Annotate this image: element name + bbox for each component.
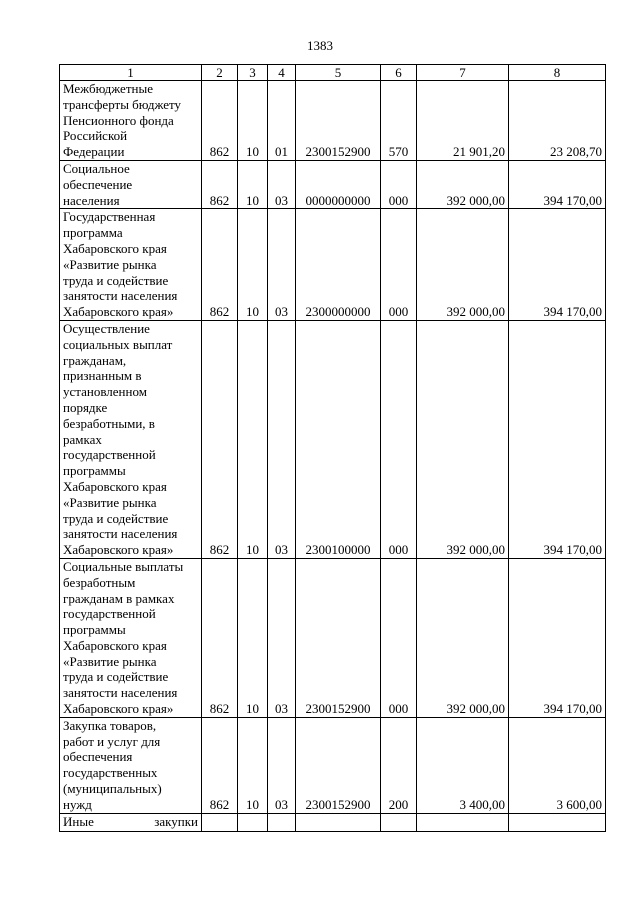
- header-cell: 3: [238, 65, 268, 81]
- amount-year1-cell: 3 400,00: [417, 717, 509, 813]
- item-name-line: государственных: [63, 765, 158, 781]
- item-name-line: «Развитие рынка: [63, 653, 157, 669]
- item-name-line: труда и содействие: [63, 510, 169, 526]
- empty-cell: [417, 813, 509, 831]
- section-cell: 10: [238, 160, 268, 208]
- amount-year2-cell: 394 170,00: [509, 320, 606, 558]
- empty-cell: [238, 813, 268, 831]
- item-name-line: Межбюджетные: [63, 81, 153, 96]
- admin-code-cell: 862: [202, 209, 238, 321]
- amount-year2-cell: 394 170,00: [509, 209, 606, 321]
- admin-code-cell: 862: [202, 717, 238, 813]
- amount-year2-cell: 394 170,00: [509, 160, 606, 208]
- table-row: [60, 81, 606, 161]
- item-name-line: Хабаровского края»: [63, 542, 174, 558]
- item-name-line: Федерации: [63, 144, 125, 160]
- item-name-line: труда и содействие: [63, 669, 169, 685]
- item-name-line: безработным: [63, 574, 136, 590]
- expense-type-cell: 000: [381, 320, 417, 558]
- admin-code-cell: 862: [202, 160, 238, 208]
- expense-type-cell: 570: [381, 81, 417, 161]
- amount-year2-cell: 394 170,00: [509, 558, 606, 717]
- item-name-line: порядке: [63, 399, 108, 415]
- table-row: [60, 558, 606, 717]
- subsection-cell: 03: [268, 717, 296, 813]
- item-name-line: (муниципальных): [63, 781, 162, 797]
- item-name-cell: [60, 558, 202, 717]
- item-name-line: Хабаровского края»: [63, 304, 174, 320]
- item-name-line: безработными, в: [63, 415, 155, 431]
- item-name-line: Государственная: [63, 209, 156, 225]
- target-article-cell: 0000000000: [296, 160, 381, 208]
- expense-type-cell: 000: [381, 558, 417, 717]
- item-name-line: Хабаровского края: [63, 240, 167, 256]
- admin-code-cell: 862: [202, 558, 238, 717]
- item-name-line: трансферты бюджету: [63, 96, 182, 112]
- item-name-line: установленном: [63, 384, 147, 400]
- target-article-cell: 2300152900: [296, 558, 381, 717]
- expense-type-cell: 000: [381, 160, 417, 208]
- item-name-line: Хабаровского края»: [63, 701, 174, 717]
- item-name-line: программы: [63, 622, 126, 638]
- target-article-cell: 2300000000: [296, 209, 381, 321]
- amount-year2-cell: 3 600,00: [509, 717, 606, 813]
- amount-year1-cell: 392 000,00: [417, 320, 509, 558]
- section-cell: 10: [238, 717, 268, 813]
- table-row-truncated: [60, 813, 606, 831]
- item-name-line: Социальное: [63, 160, 130, 176]
- item-name-line: государственной: [63, 606, 156, 622]
- section-cell: 10: [238, 558, 268, 717]
- item-name-line: признанным в: [63, 368, 142, 384]
- empty-cell: [509, 813, 606, 831]
- table-row: [60, 160, 606, 208]
- item-name-line: «Развитие рынка: [63, 256, 157, 272]
- amount-year1-cell: 21 901,20: [417, 81, 509, 161]
- header-cell: 5: [296, 65, 381, 81]
- item-name-line: населения: [63, 192, 120, 208]
- section-cell: 10: [238, 81, 268, 161]
- empty-cell: [381, 813, 417, 831]
- subsection-cell: 03: [268, 558, 296, 717]
- item-name-line: программы: [63, 463, 126, 479]
- target-article-cell: 2300152900: [296, 717, 381, 813]
- item-name-line: работ и услуг для: [63, 733, 161, 749]
- item-name-line: Социальные выплаты: [63, 558, 184, 574]
- page-number: 1383: [307, 38, 333, 53]
- item-name-line: Закупка товаров,: [63, 717, 157, 733]
- item-name-cell: [60, 320, 202, 558]
- admin-code-cell: 862: [202, 320, 238, 558]
- subsection-cell: 03: [268, 160, 296, 208]
- empty-cell: [268, 813, 296, 831]
- table-row: [60, 717, 606, 813]
- item-name-line: нужд: [63, 796, 92, 812]
- item-name-line: гражданам в рамках: [63, 590, 175, 606]
- budget-table: [59, 64, 606, 832]
- header-cell: 4: [268, 65, 296, 81]
- item-name-line: занятости населения: [63, 685, 178, 701]
- target-article-cell: 2300152900: [296, 81, 381, 161]
- table-row: [60, 209, 606, 321]
- header-cell: 7: [417, 65, 509, 81]
- target-article-cell: 2300100000: [296, 320, 381, 558]
- header-cell: 8: [509, 65, 606, 81]
- amount-year2-cell: 23 208,70: [509, 81, 606, 161]
- section-cell: 10: [238, 209, 268, 321]
- item-name-line: занятости населения: [63, 288, 178, 304]
- amount-year1-cell: 392 000,00: [417, 160, 509, 208]
- header-cell: 1: [60, 65, 202, 81]
- header-cell: 6: [381, 65, 417, 81]
- item-name-line: социальных выплат: [63, 336, 173, 352]
- item-name-line: Хабаровского края: [63, 478, 167, 494]
- section-cell: 10: [238, 320, 268, 558]
- item-name-line: труда и содействие: [63, 272, 169, 288]
- item-name-line: гражданам,: [63, 352, 127, 368]
- expense-type-cell: 000: [381, 209, 417, 321]
- subsection-cell: 03: [268, 320, 296, 558]
- subsection-cell: 01: [268, 81, 296, 161]
- empty-cell: [202, 813, 238, 831]
- item-name-cell: [60, 81, 202, 161]
- expense-type-cell: 200: [381, 717, 417, 813]
- item-name-cell: [60, 160, 202, 208]
- amount-year1-cell: 392 000,00: [417, 558, 509, 717]
- item-name-line: Российской: [63, 128, 128, 144]
- item-name-line: обеспечения: [63, 749, 133, 765]
- item-name-cell: Иные закупки: [60, 813, 202, 831]
- item-name-line: государственной: [63, 447, 156, 463]
- item-name-cell: [60, 717, 202, 813]
- item-name-line: программа: [63, 225, 123, 241]
- item-name-line: занятости населения: [63, 526, 178, 542]
- item-name-line: Осуществление: [63, 320, 150, 336]
- header-cell: 2: [202, 65, 238, 81]
- empty-cell: [296, 813, 381, 831]
- item-name-line: рамках: [63, 431, 102, 447]
- table-row: [60, 320, 606, 558]
- item-name-line: Пенсионного фонда: [63, 112, 174, 128]
- item-name-line: «Развитие рынка: [63, 494, 157, 510]
- item-name-line: Хабаровского края: [63, 637, 167, 653]
- admin-code-cell: 862: [202, 81, 238, 161]
- item-name-line: обеспечение: [63, 176, 133, 192]
- table-body: [60, 65, 606, 832]
- amount-year1-cell: 392 000,00: [417, 209, 509, 321]
- item-name-cell: [60, 209, 202, 321]
- header-row: [60, 65, 606, 81]
- subsection-cell: 03: [268, 209, 296, 321]
